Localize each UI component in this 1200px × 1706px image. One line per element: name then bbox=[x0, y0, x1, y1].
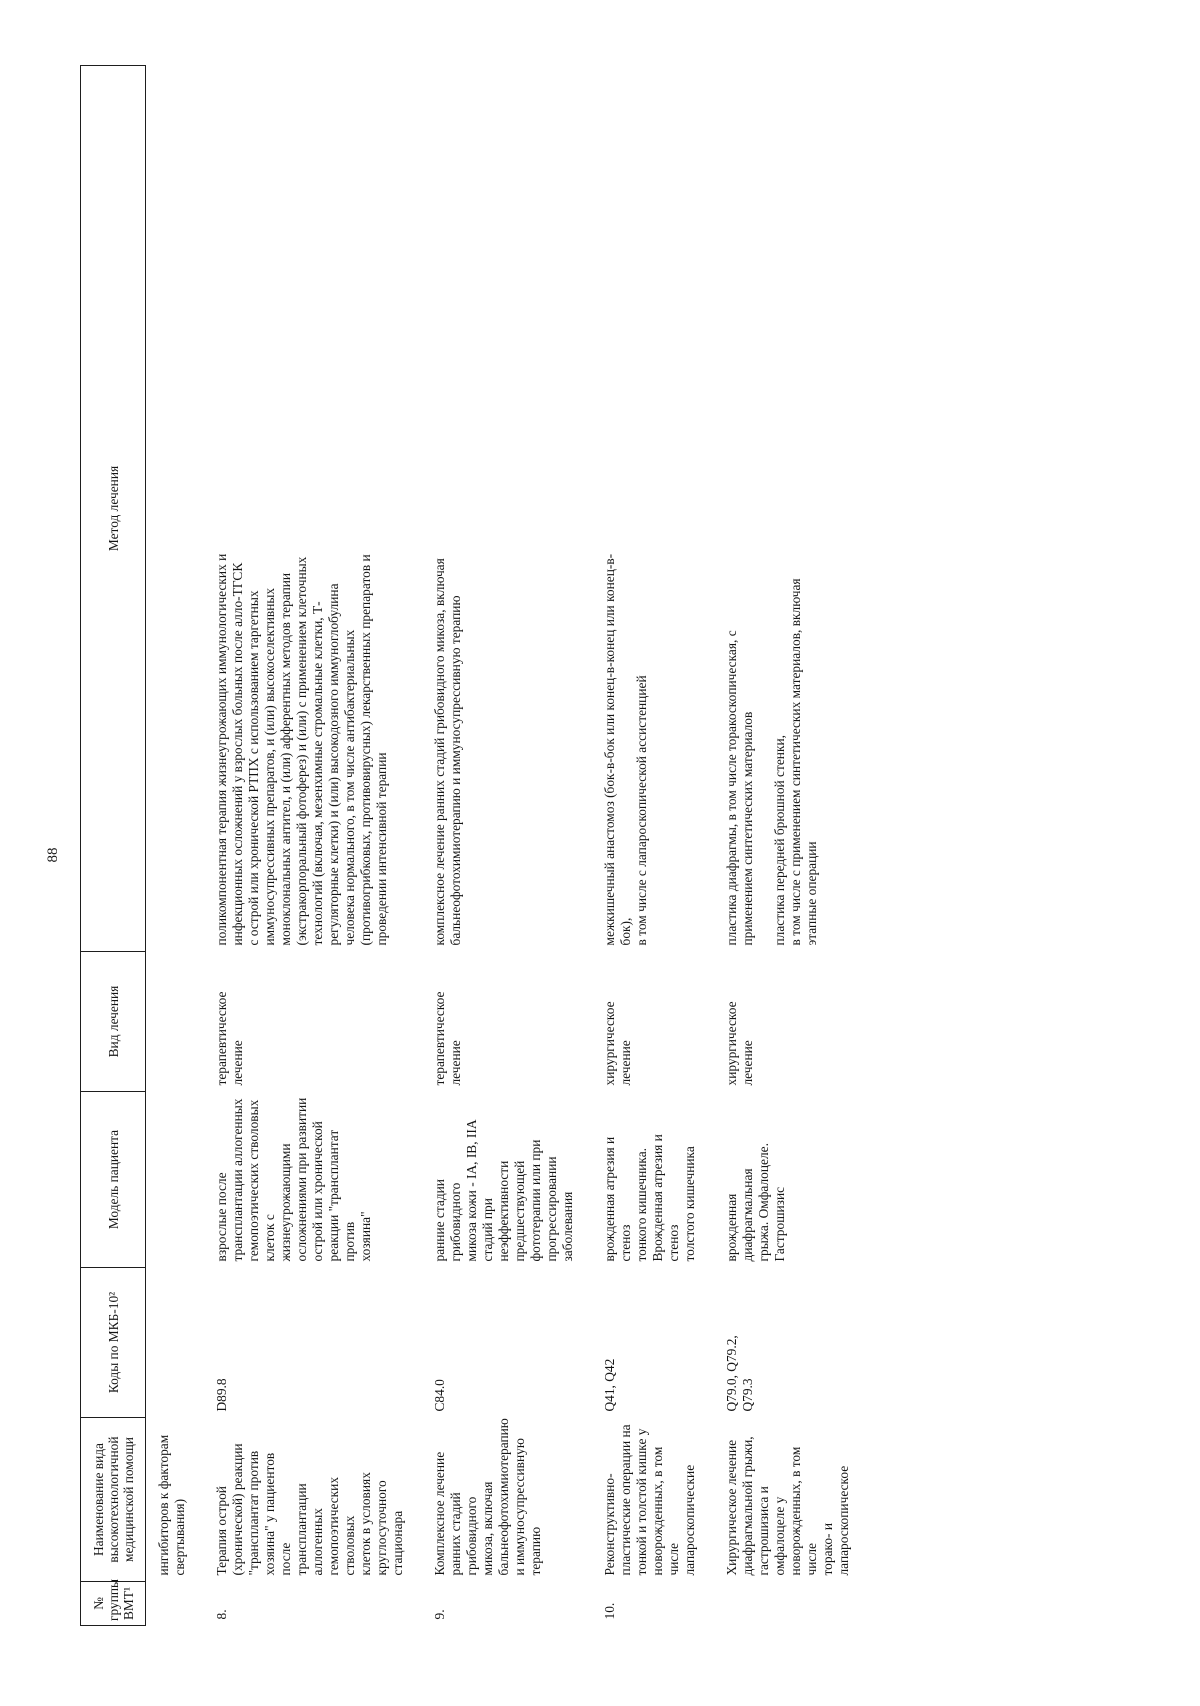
row-patient-model: врожденная атрезия и стеноз тонкого кишечника. Врожденная атрезия и стеноз толстого кишечника bbox=[602, 1134, 697, 1262]
document-rotated bbox=[80, 66, 1100, 1626]
continuation-text: ингибиторов к факторам свертывания) bbox=[156, 1434, 187, 1576]
table-row bbox=[576, 66, 698, 1626]
row-treatment-method: межкишечный анастомоз (бок-в-бок или конец-в-конец или конец-в- бок), в том числе с лапароскопической ассистенцией bbox=[602, 553, 649, 946]
table-row bbox=[406, 66, 576, 1626]
row-number: 10. bbox=[602, 1602, 617, 1620]
header-treatment-type: Вид лечения bbox=[81, 952, 146, 1092]
row-care-name: Комплексное лечение ранних стадий грибовидного микоза, включая бальнеофотохимиотерапию и иммуносупрессивную терапию bbox=[432, 1418, 543, 1576]
header-care-type-name: Наименование вида высокотехнологичной медицинской помощи bbox=[81, 1418, 146, 1582]
table-header-row bbox=[81, 66, 146, 1626]
row-icd-codes: D89.8 bbox=[214, 1378, 229, 1412]
page-number: 88 bbox=[45, 847, 61, 863]
row-icd-codes: Q41, Q42 bbox=[602, 1358, 617, 1412]
header-icd-codes: Коды по МКБ-10² bbox=[81, 1268, 146, 1418]
header-treatment-method: Метод лечения bbox=[81, 66, 146, 952]
row-treatment-type: терапевтическое лечение bbox=[432, 991, 463, 1086]
continuation-row bbox=[146, 66, 189, 1626]
row-patient-model: ранние стадии грибовидного микоза кожи - IA, IB, IIA стадий при неэффективности предшествующей фототерапии или при прогрессировании заболевания bbox=[432, 1119, 575, 1262]
row-treatment-method: пластика диафрагмы, в том числе торакоскопическая, с применением синтетических материалов пластика передней брюшной стенки, в том числе с применением синтетических материалов, включая этапные операции bbox=[724, 578, 819, 946]
row-treatment-method: поликомпонентная терапия жизнеугрожающих иммунологических и инфекционных осложнений у взрослых больных после алло-ТГСК с острой или хронической РТПХ с использованием таргетных иммуносупрессивных препаратов, и (или) высокоселективных моноклональных антител, и (или) афферентных методов терапии (экстракорпоральный фотоферез) и (или) с применением клеточных технологий (включая, мезенхимные стромальные клетки, Т- регуляторные клетки) и (или) высокодозного иммуноглобулина человека нормального, в том числе антибактериальных (противогрибковых, противовирусных) лекарственных препаратов и проведении интенсивной терапии bbox=[214, 553, 389, 946]
row-number: 8. bbox=[214, 1609, 229, 1620]
row-care-name: Реконструктивно- пластические операции на тонкой и толстой кишке у новорожденных, в том числе лапароскопические bbox=[602, 1424, 697, 1576]
row-treatment-method: комплексное лечение ранних стадий грибовидного микоза, включая бальнеофотохимиотерапию и иммуносупрессивную терапию bbox=[432, 558, 463, 946]
row-care-name: Терапия острой (хронической) реакции "трансплантат против хозяина" у пациентов после трансплантации аллогенных гемопоэтических стволовых клеток в условиях круглосуточного стационара bbox=[214, 1443, 405, 1576]
row-patient-model: врожденная диафрагмальная грыжа. Омфалоцеле. Гастрошизис bbox=[724, 1143, 787, 1262]
row-care-name: Хирургическое лечение диафрагмальной грыжи, гастрошизиса и омфалоцеле у новорожденных, в том числе торако- и лапароскопическое bbox=[724, 1436, 851, 1576]
continuation-num-cell bbox=[146, 1582, 189, 1626]
row-patient-model: взрослые после трансплантации аллогенных гемопоэтических стволовых клеток с жизнеугрожающими осложнениями при развитии острой или хронической реакции "трансплантат против хозяина" bbox=[214, 1097, 373, 1262]
row-number: 9. bbox=[432, 1609, 447, 1620]
row-number bbox=[698, 1582, 852, 1626]
row-treatment-type: терапевтическое лечение bbox=[214, 991, 245, 1086]
table-row bbox=[188, 66, 406, 1626]
header-group-number: № группы ВМТ¹ bbox=[81, 1582, 146, 1626]
row-treatment-type: хирургическое лечение bbox=[724, 1001, 755, 1086]
header-patient-model: Модель пациента bbox=[81, 1092, 146, 1268]
table-row bbox=[698, 66, 852, 1626]
row-icd-codes: Q79.0, Q79.2, Q79.3 bbox=[724, 1335, 755, 1412]
row-treatment-type: хирургическое лечение bbox=[602, 1001, 633, 1086]
vmp-table bbox=[80, 65, 852, 1626]
row-icd-codes: С84.0 bbox=[432, 1379, 447, 1412]
